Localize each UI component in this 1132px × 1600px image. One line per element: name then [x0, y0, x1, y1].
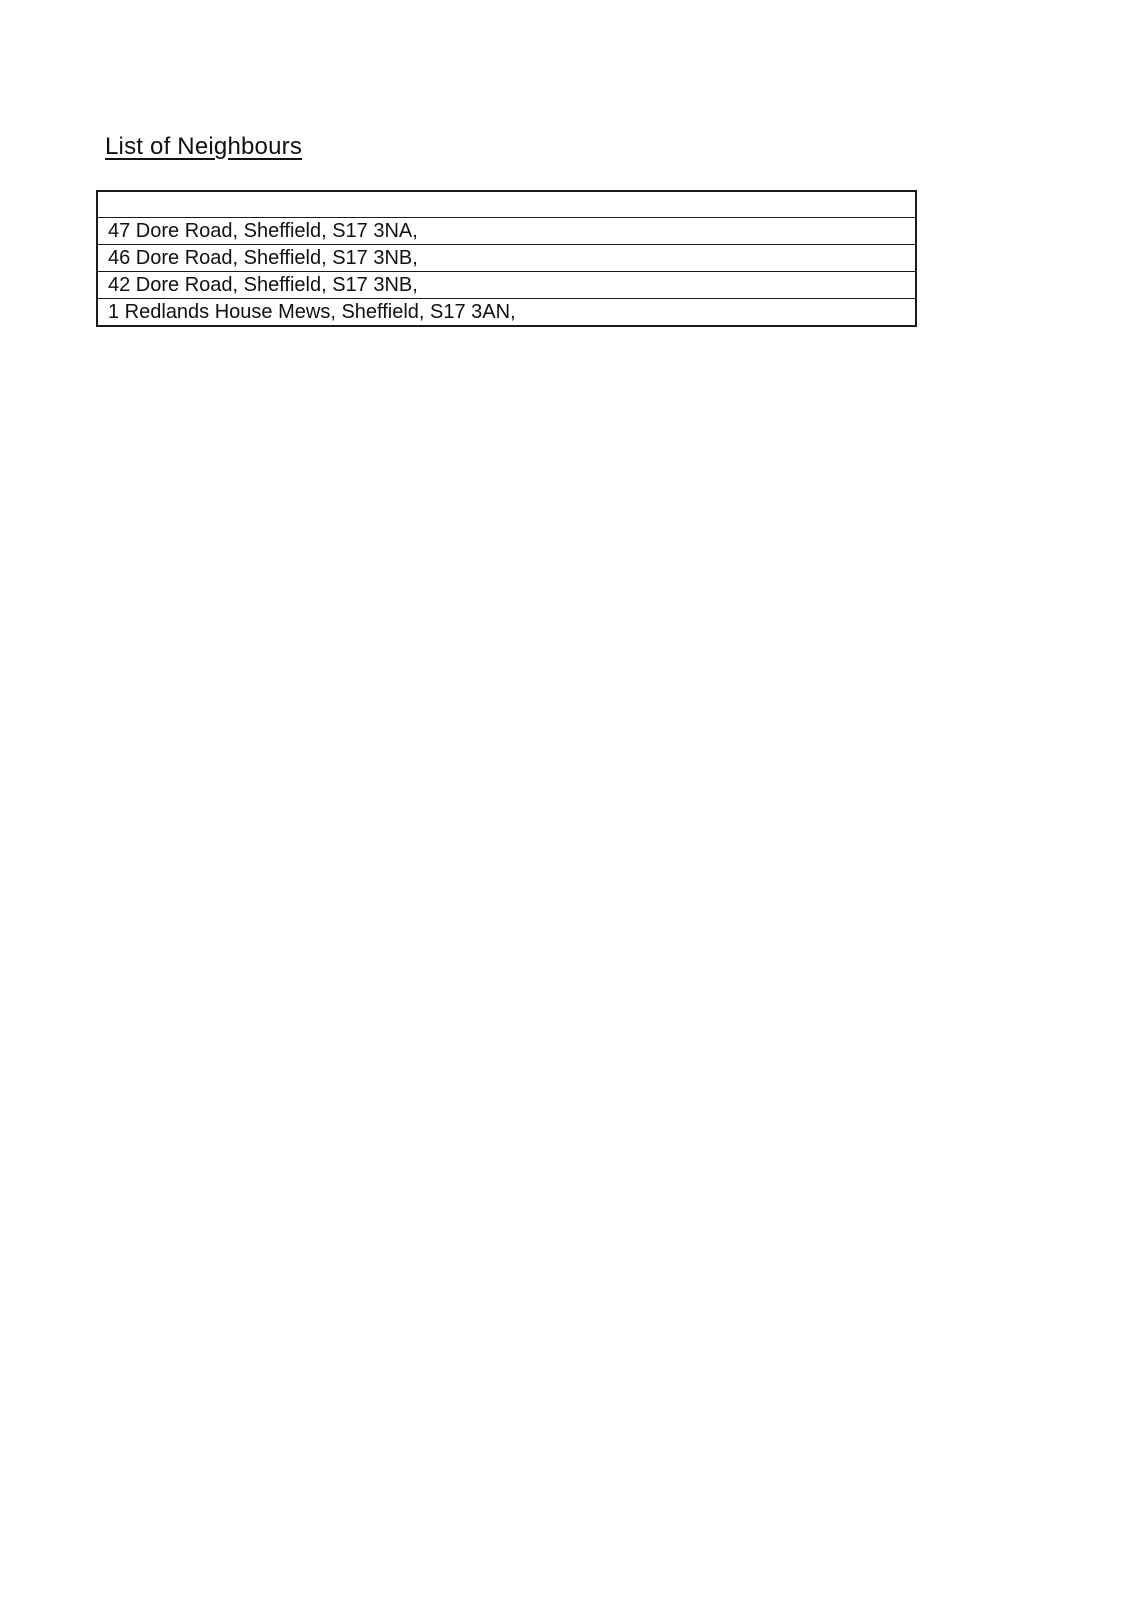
table-cell-address: 42 Dore Road, Sheffield, S17 3NB,: [97, 271, 916, 298]
table-row: [97, 244, 916, 271]
table-row: [97, 298, 916, 326]
page-title: List of Neighbours: [105, 133, 303, 160]
neighbours-table: [96, 190, 917, 327]
table-cell-address: 47 Dore Road, Sheffield, S17 3NA,: [97, 217, 916, 244]
table-row: [97, 191, 916, 217]
table-cell-address: 46 Dore Road, Sheffield, S17 3NB,: [97, 244, 916, 271]
table-row: [97, 217, 916, 244]
table-cell-address: 1 Redlands House Mews, Sheffield, S17 3AN,: [97, 298, 916, 326]
table-row: [97, 271, 916, 298]
table-cell-empty: [97, 191, 916, 217]
neighbours-table-body: [97, 191, 916, 326]
